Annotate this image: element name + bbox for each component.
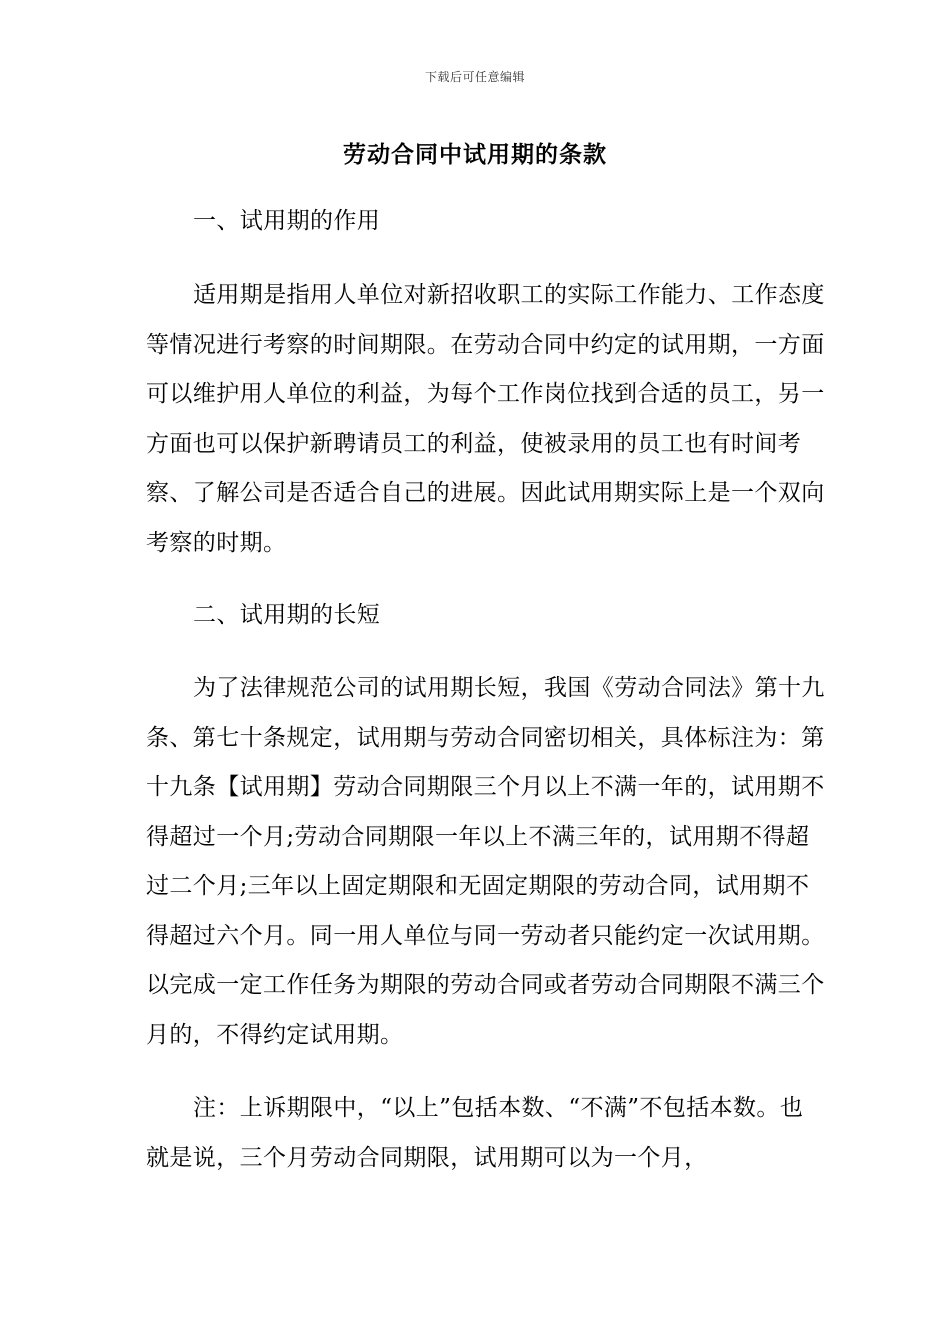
section-heading-2: 二、试用期的长短 bbox=[193, 602, 381, 628]
section-2-note bbox=[146, 1084, 826, 1183]
section-1-body bbox=[146, 271, 826, 568]
paragraph: 为了法律规范公司的试用期长短，我国《劳动合同法》第十九条、第七十条规定，试用期与劳动合同密切相关，具体标注为：第十九条【试用期】劳动合同期限三个月以上不满一年的，试用期不得超过一个月;劳动合同期限一年以上不满三年的，试用期不得超过二个月;三年以上固定期限和无固定期限的劳动合同，试用期不得超过六个月。同一用人单位与同一劳动者只能约定一次试用期。以完成一定工作任务为期限的劳动合同或者劳动合同期限不满三个月的，不得约定试用期。 bbox=[146, 675, 825, 1048]
paragraph: 适用期是指用人单位对新招收职工的实际工作能力、工作态度等情况进行考察的时间期限。在劳动合同中约定的试用期，一方面可以维护用人单位的利益，为每个工作岗位找到合适的员工，另一方面也可以保护新聘请员工的利益，使被录用的员工也有时间考察、了解公司是否适合自己的进展。因此试用期实际上是一个双向考察的时期。 bbox=[146, 282, 825, 556]
section-2-body bbox=[146, 664, 826, 1060]
section-heading-1: 一、试用期的作用 bbox=[193, 208, 381, 234]
document-title: 劳动合同中试用期的条款 bbox=[343, 141, 607, 168]
header-note: 下载后可任意编辑 bbox=[424, 70, 525, 84]
paragraph: 注：上诉期限中，“以上”包括本数、“不满”不包括本数。也就是说，三个月劳动合同期限，试用期可以为一个月， bbox=[146, 1095, 804, 1171]
